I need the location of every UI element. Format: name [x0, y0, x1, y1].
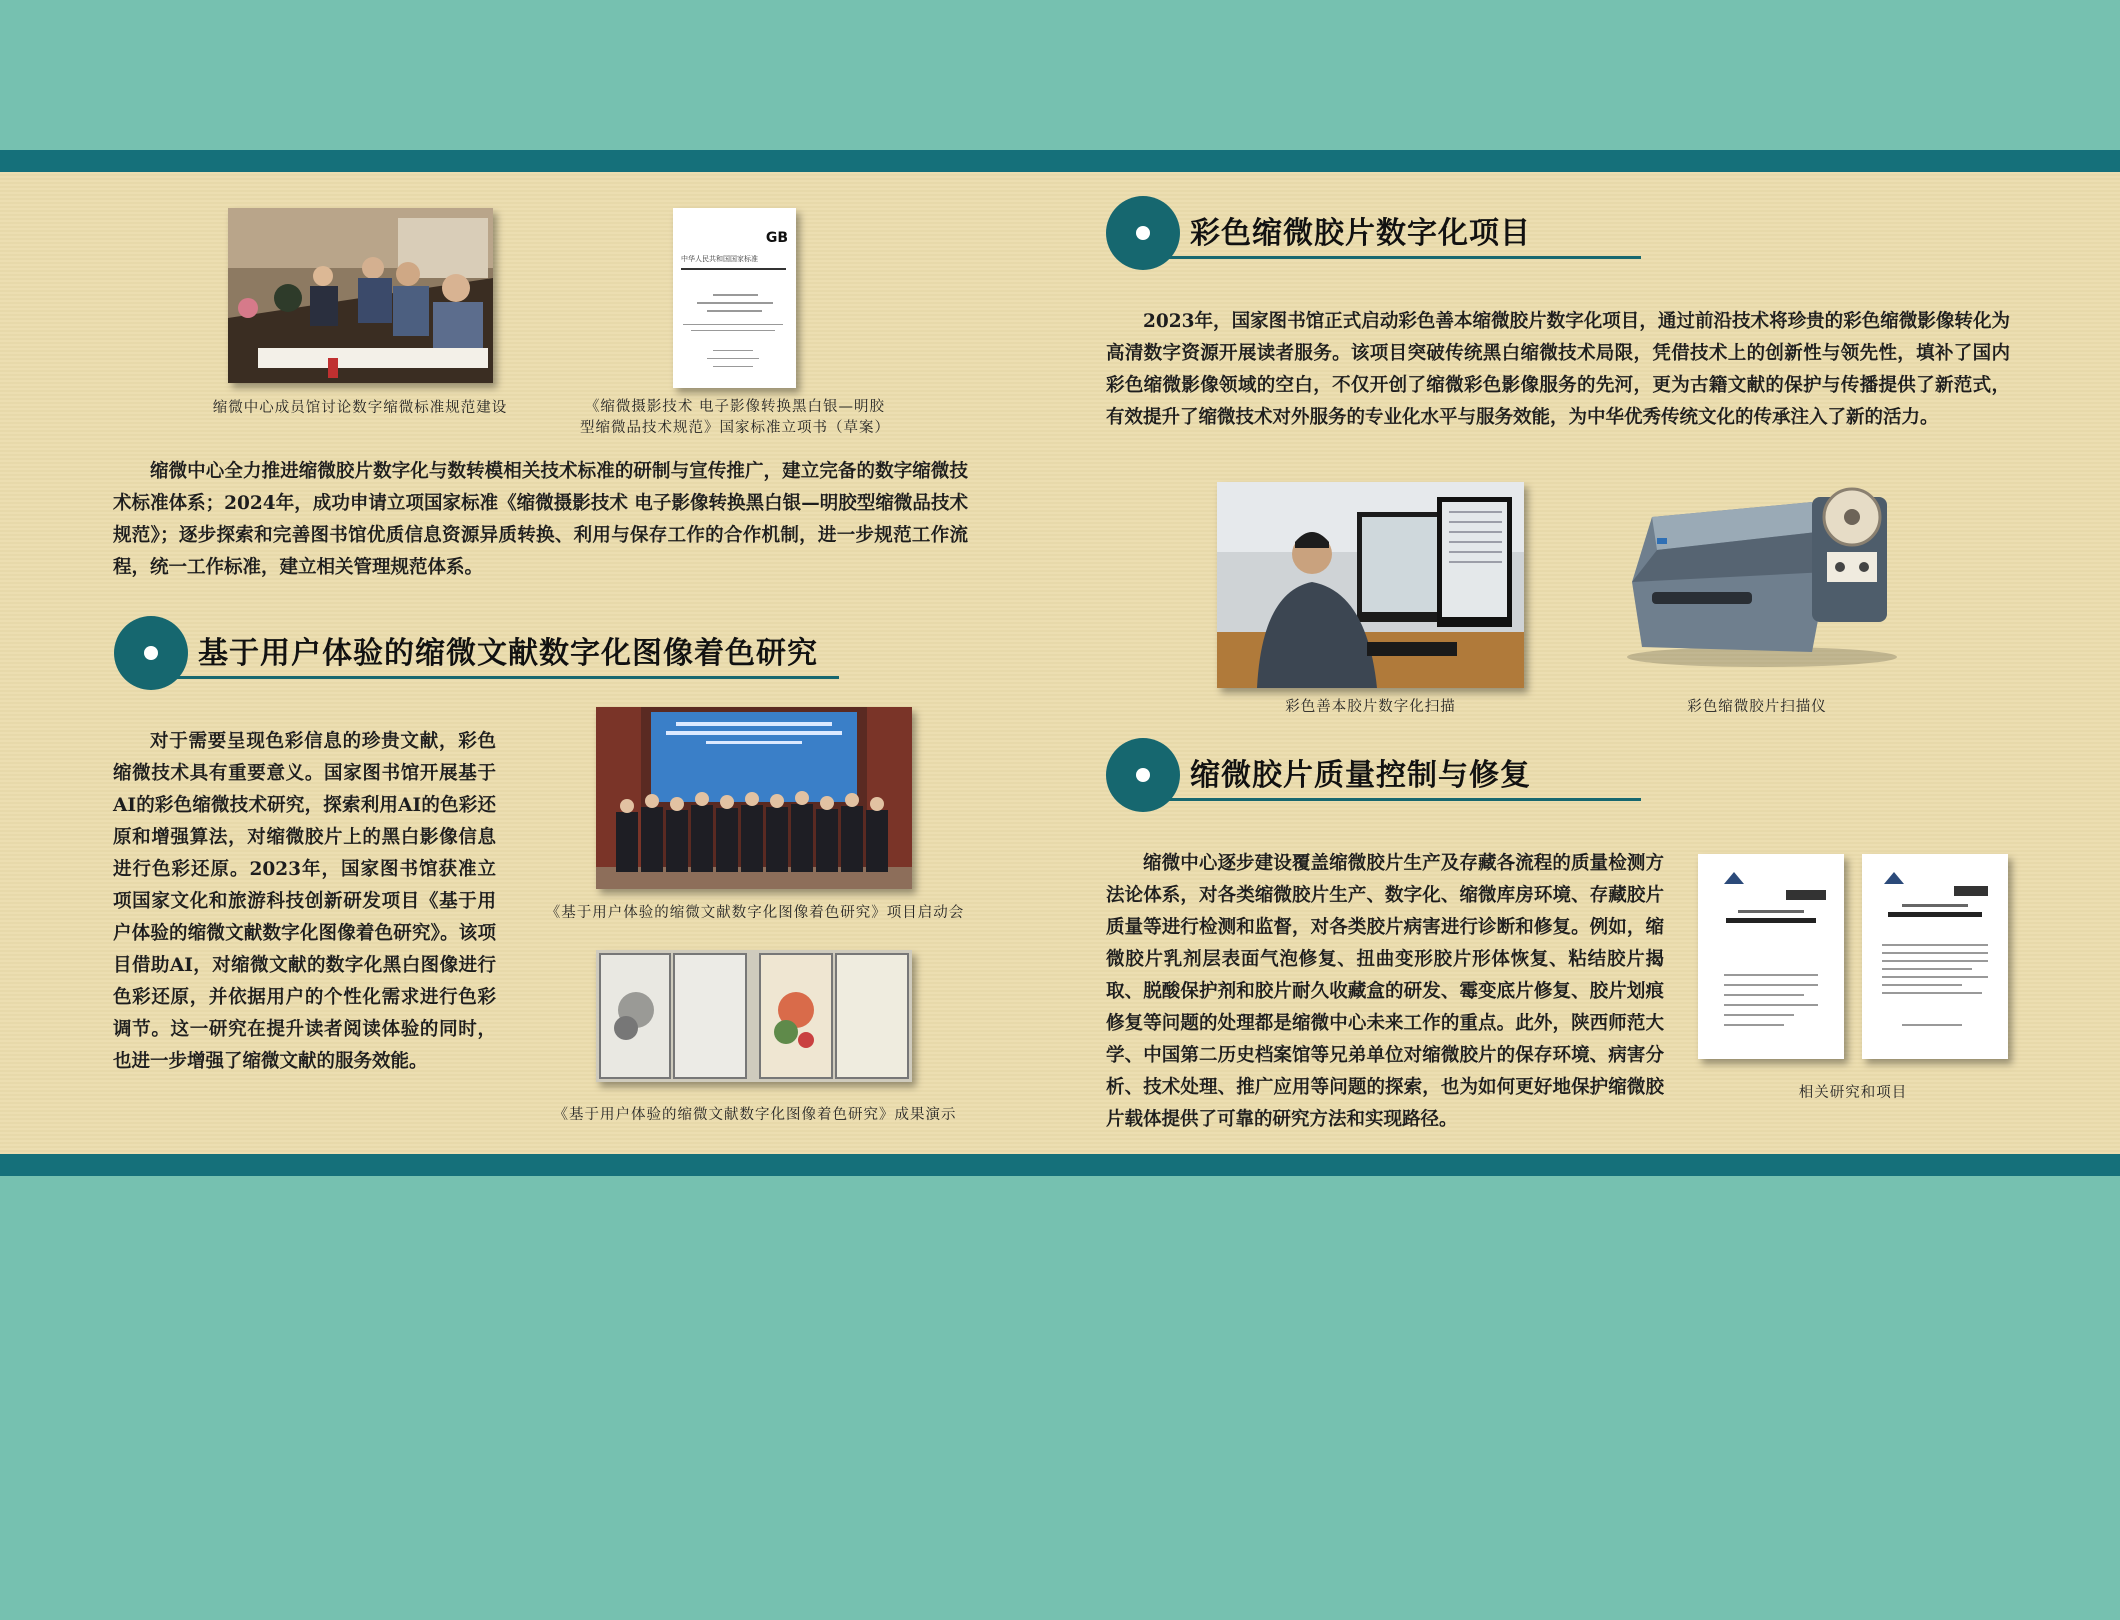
meeting-caption: 缩微中心成员馆讨论数字缩微标准规范建设 [212, 400, 508, 416]
color-film-scanner-image [1612, 472, 1902, 672]
section-title-color: 彩色缩微胶片数字化项目 [1190, 216, 1531, 251]
colorization-result-image [596, 950, 912, 1082]
meeting-photo [228, 208, 493, 383]
ai-paragraph: 对于需要呈现色彩信息的珍贵文献，彩色缩微技术具有重要意义。国家图书馆开展基于AI的彩色缩微技术研究，探索利用AI的色彩还原和增强算法，对缩微胶片上的黑白影像信息进行色彩还原。2023年，国家图书馆获准立项国家文化和旅游科技创新研发项目《基于用户体验的缩微文献数字化图像着色研究》。该项目借助AI，对缩微文献的数字化黑白图像进行色彩还原，并依据用户的个性化需求进行色彩调节。这一研究在提升读者阅读体验的同时，也进一步增强了缩微文献的服务效能。 [113, 731, 496, 1072]
digitization-scan-photo [1217, 482, 1524, 688]
colorization-result-caption: 《基于用户体验的缩微文献数字化图像着色研究》成果演示 [553, 1107, 957, 1123]
intro-paragraph: 缩微中心全力推进缩微胶片数字化与数转模相关技术标准的研制与宣传推广，建立完备的数字缩微技术标准体系；2024年，成功申请立项国家标准《缩微摄影技术 电子影像转换黑白银—明胶型缩微品技术规范》；逐步探索和完善图书馆优质信息资源异质转换、利用与保存工作的合作机制，进一步规范工作流程，统一工作标准，建立相关管理规范体系。 [113, 461, 968, 578]
digitization-scan-caption: 彩色善本胶片数字化扫描 [1285, 699, 1456, 715]
launch-meeting-caption: 《基于用户体验的缩微文献数字化图像着色研究》项目启动会 [545, 905, 965, 921]
section-heading-color [1106, 196, 1666, 270]
research-document-2 [1862, 854, 2008, 1059]
content-panel [0, 172, 2120, 1154]
top-band [0, 150, 2120, 172]
standard-caption-line2: 型缩微品技术规范》国家标准立项书（草案） [580, 420, 890, 436]
research-document-1 [1698, 854, 1844, 1059]
color-film-scanner-caption: 彩色缩微胶片扫描仪 [1687, 699, 1827, 715]
section-title-quality: 缩微胶片质量控制与修复 [1190, 758, 1531, 793]
standard-code: GB [765, 230, 788, 246]
section-heading-ai [114, 616, 874, 690]
section-heading-quality [1106, 738, 1666, 812]
standard-document-image [673, 208, 796, 388]
launch-meeting-photo [596, 707, 912, 889]
quality-paragraph: 缩微中心逐步建设覆盖缩微胶片生产及存藏各流程的质量检测方法论体系，对各类缩微胶片生产、数字化、缩微库房环境、存藏胶片质量等进行检测和监督，对各类胶片病害进行诊断和修复。例如，缩微胶片乳剂层表面气泡修复、扭曲变形胶片形体恢复、粘结胶片揭取、脱酸保护剂和胶片耐久收藏盒的研发、霉变底片修复、胶片划痕修复等问题的处理都是缩微中心未来工作的重点。此外，陕西师范大学、中国第二历史档案馆等兄弟单位对缩微胶片的保存环境、病害分析、技术处理、推广应用等问题的探索，也为如何更好地保护缩微胶片载体提供了可靠的研究方法和实现路径。 [1106, 853, 1664, 1130]
standard-caption-line1: 《缩微摄影技术 电子影像转换黑白银—明胶 [584, 399, 886, 415]
color-paragraph: 2023年，国家图书馆正式启动彩色善本缩微胶片数字化项目，通过前沿技术将珍贵的彩色缩微影像转化为高清数字资源开展读者服务。该项目突破传统黑白缩微技术局限，凭借技术上的创新性与领先性，填补了国内彩色缩微影像领域的空白，不仅开创了缩微彩色影像服务的先河，更为古籍文献的保护与传播提供了新范式，有效提升了缩微技术对外服务的专业化水平与服务效能，为中华优秀传统文化的传承注入了新的活力。 [1106, 311, 2010, 428]
bottom-band [0, 1154, 2120, 1176]
section-title-ai: 基于用户体验的缩微文献数字化图像着色研究 [198, 636, 818, 671]
standard-title: 中华人民共和国国家标准 [681, 255, 758, 263]
research-documents-caption: 相关研究和项目 [1798, 1085, 1908, 1101]
